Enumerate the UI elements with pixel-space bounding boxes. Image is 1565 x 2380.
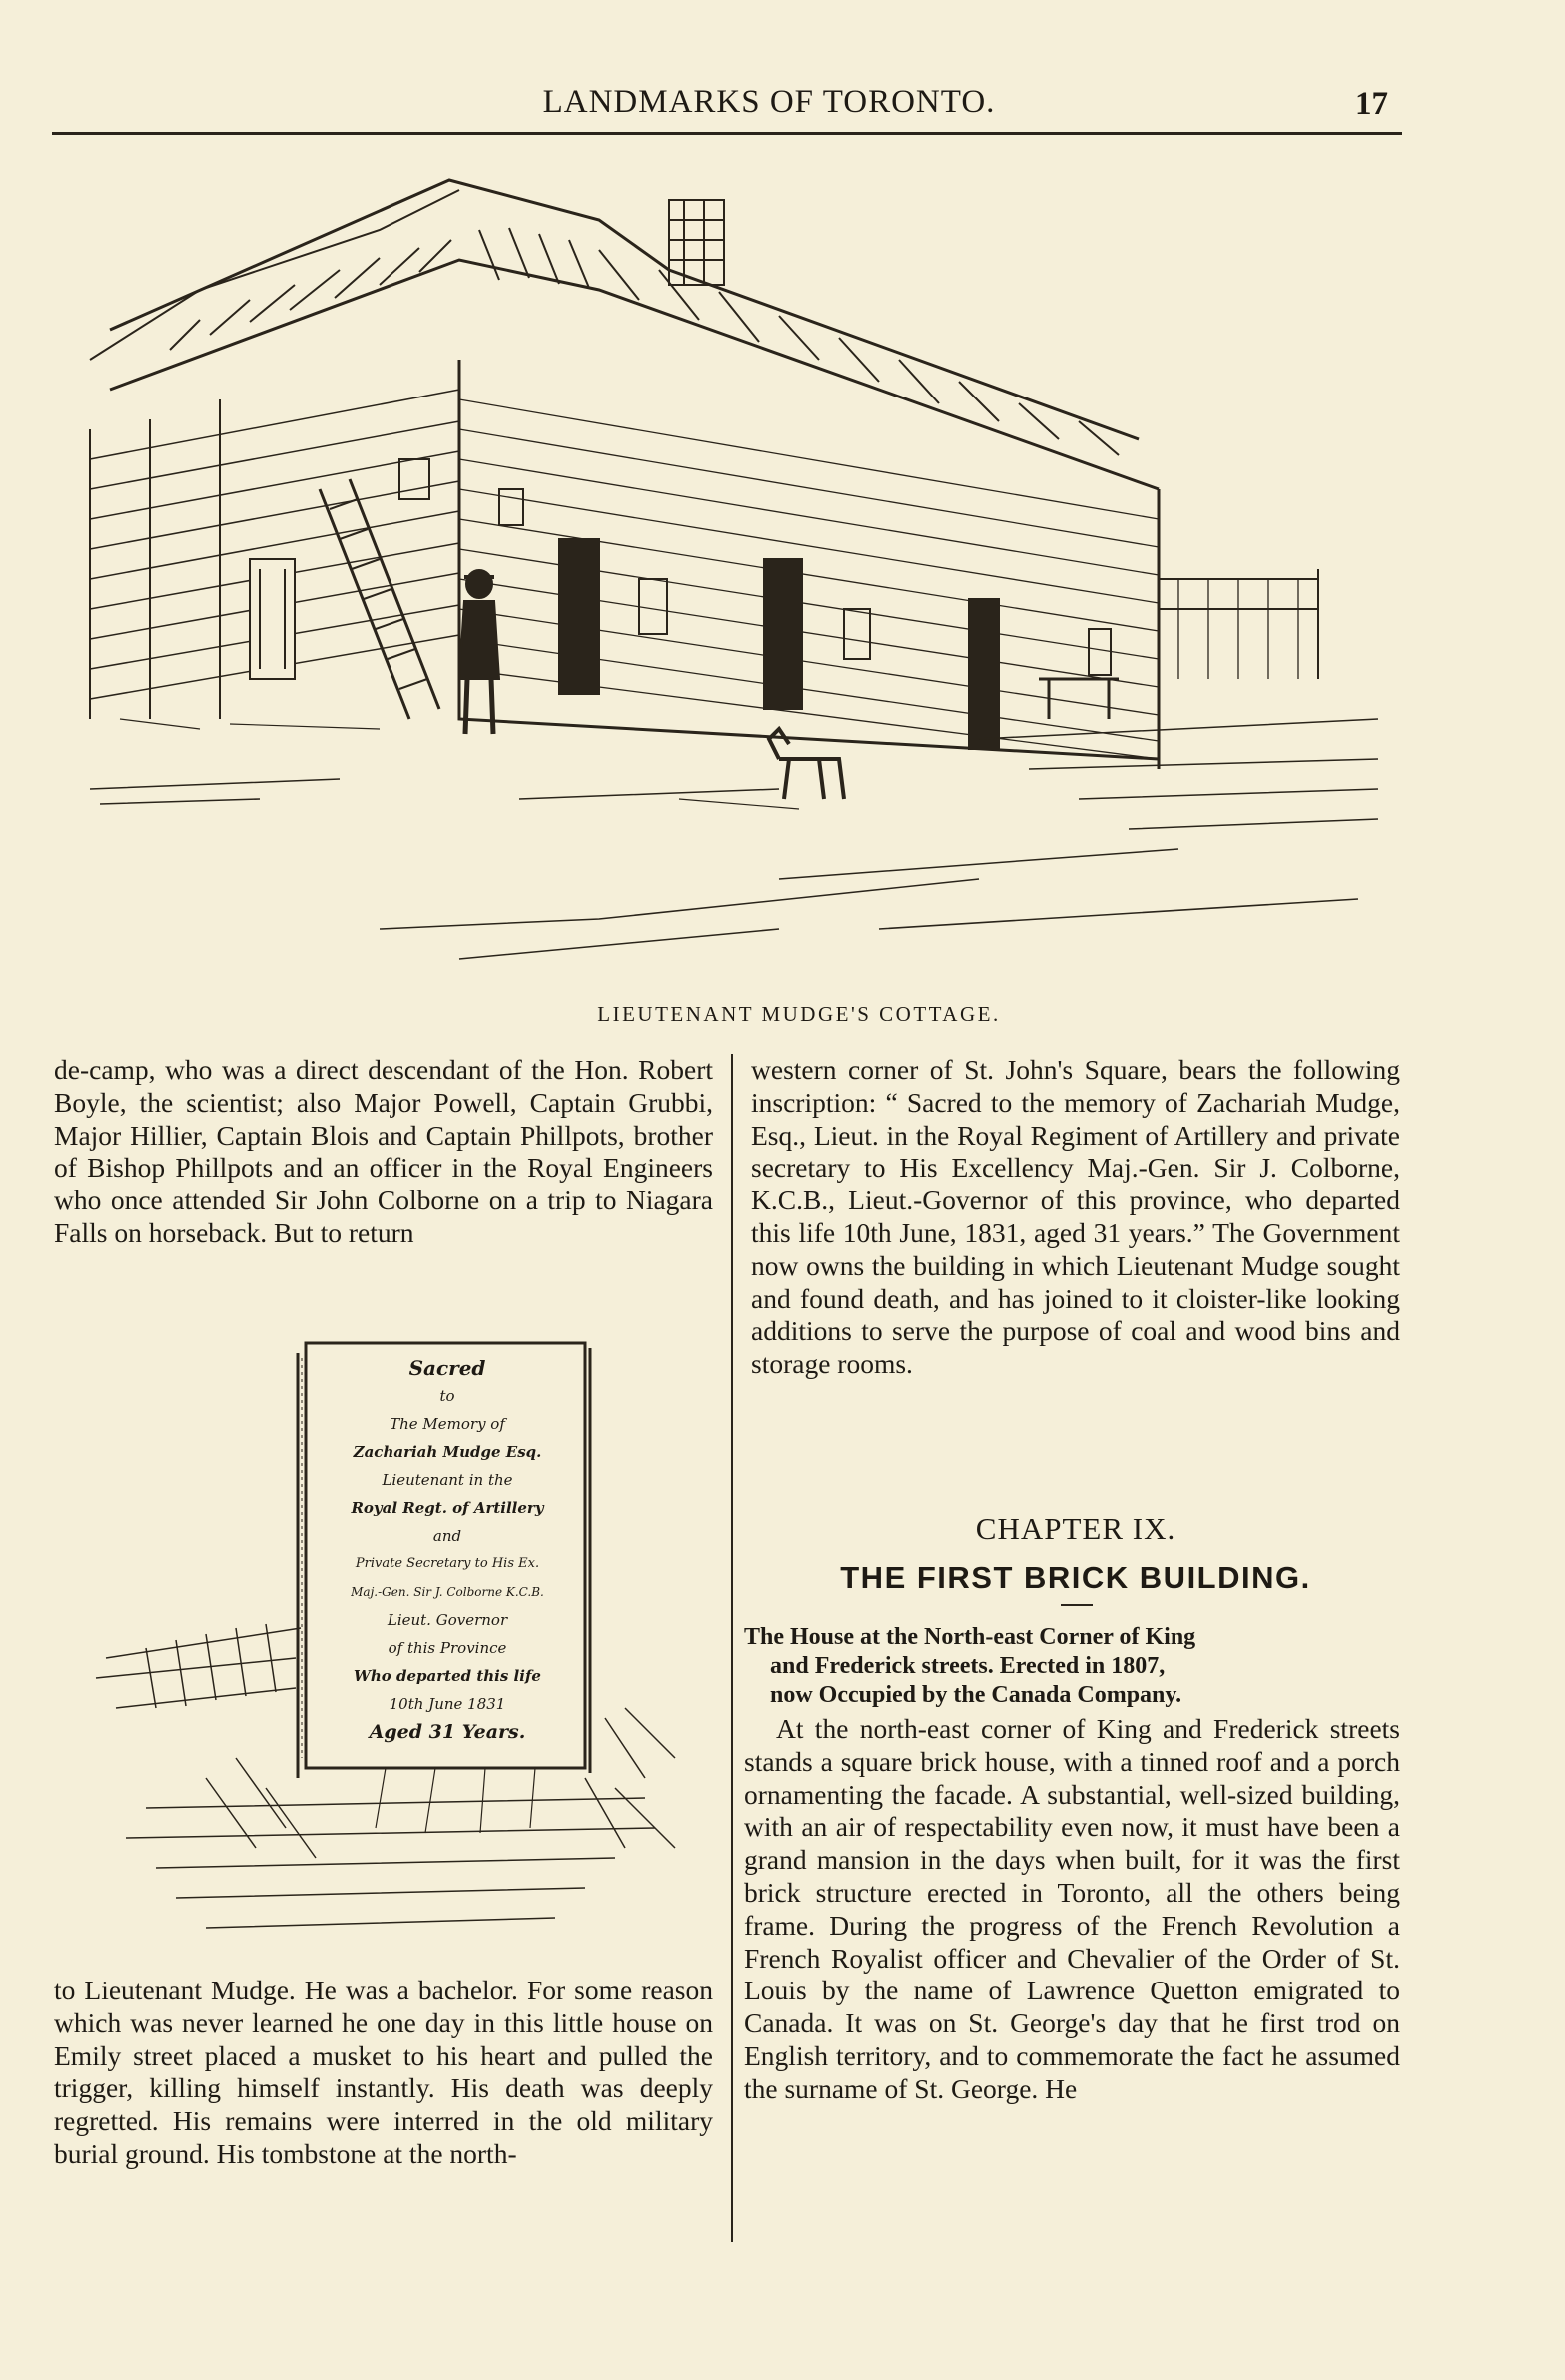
subheading-line: now Occupied by the Canada Company. (770, 1682, 1182, 1708)
right-column-bottom-text (744, 1713, 1400, 2106)
figure-caption: LIEUTENANT MUDGE'S COTTAGE. (597, 1002, 1001, 1026)
title-rule (1061, 1604, 1093, 1606)
inscription-line: Lieutenant in the (382, 1471, 513, 1489)
subheading-line: The House at the North-east Corner of King (744, 1624, 1196, 1650)
inscription-line: Private Secretary to His Ex. (355, 1556, 540, 1571)
cottage-engraving (80, 160, 1408, 989)
paragraph: de-camp, who was a direct descendant of the Hon. Robert Boyle, the scientist; also Major Powell, Captain Grubbi, Major Hillier, Captain Blois and Captain Phillpots, brother of Bishop Phillpots and an officer in the Royal Engineers who once attended Sir John Colborne on a trip to Niagara Falls on horseback. But to return (54, 1054, 713, 1248)
chapter-number: CHAPTER IX. (975, 1511, 1176, 1546)
column-rule (731, 1054, 733, 2242)
inscription-line: Who departed this life (354, 1667, 541, 1685)
inscription-line: Zachariah Mudge Esq. (353, 1443, 542, 1461)
subheading-line: and Frederick streets. Erected in 1807, (770, 1653, 1166, 1679)
paragraph: western corner of St. John's Square, bears the following inscription: “ Sacred to the memory of Zachariah Mudge, Esq., Lieut. in the Royal Regiment of Artillery and private secretary to His Excellency Maj.-Gen. Sir J. Colborne, K.C.B., Lieut.-Governor of this province, who departed this life 10th June, 1831, aged 31 years.” The Government now owns the building in which Lieutenant Mudge sought and found death, and has joined to it cloister-like looking additions to serve the purpose of coal and wood bins and storage rooms. (751, 1054, 1400, 1380)
page-number: 17 (1355, 86, 1388, 122)
inscription-line: Royal Regt. of Artillery (351, 1499, 544, 1517)
inscription-line: Sacred (408, 1356, 486, 1380)
paragraph: At the north-east corner of King and Frederick streets stands a square brick house, with a tinned roof and a porch ornamenting the facade. A substantial, well-sized building, with an air of respectability even now, it must have been a grand mansion in the days when built, for it was the first brick structure erected in Toronto, all the others being frame. During the progress of the French Revolution a French Royalist officer and Chevalier of the Order of St. Louis by the name of Lawrence Quetton emigrated to Canada. It was on St. George's day that he first trod on English territory, and to commemorate the fact he assumed the surname of St. George. He (744, 1713, 1400, 2104)
inscription-line: Aged 31 Years. (369, 1721, 526, 1743)
inscription-line: of this Province (388, 1639, 507, 1657)
inscription-line: to (439, 1387, 455, 1405)
paragraph: to Lieutenant Mudge. He was a bachelor. For some reason which was never learned he one day in this little house on Emily street placed a musket to his heart and pulled the trigger, killing himself instantly. His death was deeply regretted. His remains were interred in the old military burial ground. His tombstone at the north- (54, 1975, 713, 2169)
chapter-subheading (744, 1623, 1400, 1710)
inscription-line: The Memory of (390, 1415, 505, 1433)
inscription-line: 10th June 1831 (389, 1695, 506, 1713)
right-column-top-text (751, 1054, 1400, 1381)
header-rule (52, 132, 1402, 135)
tombstone-engraving (86, 1328, 695, 1968)
tombstone-inscription (314, 1350, 581, 1765)
inscription-line: Maj.-Gen. Sir J. Colborne K.C.B. (351, 1585, 544, 1599)
left-column-top-text (54, 1054, 713, 1250)
chapter-title: THE FIRST BRICK BUILDING. (840, 1560, 1311, 1595)
running-title: LANDMARKS OF TORONTO. (542, 84, 996, 120)
left-column-bottom-text (54, 1975, 713, 2171)
inscription-line: and (432, 1527, 462, 1545)
inscription-line: Lieut. Governor (387, 1611, 508, 1629)
